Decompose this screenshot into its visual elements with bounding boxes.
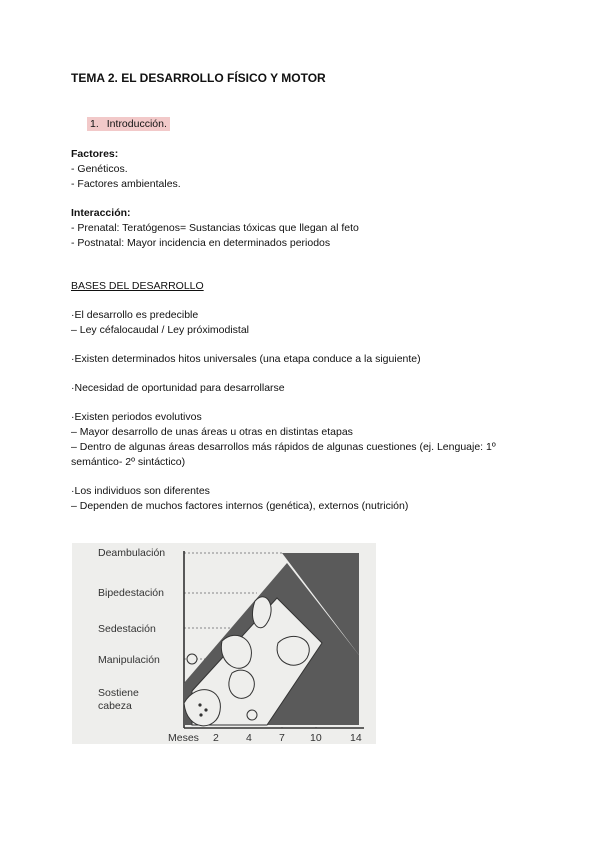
bases-line: ·El desarrollo es predecible bbox=[71, 309, 199, 321]
bases-line: – Dentro de algunas áreas desarrollos más rápidos de algunas cuestiones (ej. Lenguaje: 1º bbox=[71, 441, 496, 453]
bases-line: ·Existen periodos evolutivos bbox=[71, 411, 202, 423]
bases-heading: BASES DEL DESARROLLO bbox=[71, 280, 204, 292]
section-label: Introducción. bbox=[106, 118, 167, 130]
motor-development-figure bbox=[72, 543, 376, 744]
interaccion-item: - Prenatal: Teratógenos= Sustancias tóxicas que llegan al feto bbox=[71, 222, 359, 234]
y-label-bipedestacion: Bipedestación bbox=[98, 587, 164, 599]
bases-line: – Ley céfalocaudal / Ley próximodistal bbox=[71, 324, 250, 336]
x-tick: 10 bbox=[310, 732, 322, 744]
y-label-sostiene: Sostiene bbox=[98, 687, 139, 699]
motor-development-diagram bbox=[72, 543, 376, 744]
interaccion-heading: Interacción: bbox=[71, 207, 131, 219]
bases-line: semántico- 2º sintáctico) bbox=[71, 456, 186, 468]
bases-line: ·Necesidad de oportunidad para desarrollarse bbox=[71, 382, 285, 394]
y-label-deambulacion: Deambulación bbox=[98, 547, 166, 559]
interaccion-item: - Postnatal: Mayor incidencia en determinados periodos bbox=[71, 237, 331, 249]
bases-line: ·Existen determinados hitos universales (una etapa conduce a la siguiente) bbox=[71, 353, 421, 365]
x-tick: 2 bbox=[213, 732, 219, 744]
x-axis-title: Meses bbox=[168, 732, 199, 744]
section-heading-introduccion bbox=[87, 117, 170, 131]
bases-line: – Mayor desarrollo de unas áreas u otras en distintas etapas bbox=[71, 426, 353, 438]
bases-line: ·Los individuos son diferentes bbox=[71, 485, 210, 497]
factores-item: - Genéticos. bbox=[71, 163, 128, 175]
section-number: 1. bbox=[90, 118, 99, 130]
y-label-sedestacion: Sedestación bbox=[98, 623, 156, 635]
x-tick: 4 bbox=[246, 732, 252, 744]
factores-item: - Factores ambientales. bbox=[71, 178, 181, 190]
y-label-cabeza: cabeza bbox=[98, 700, 132, 712]
x-tick: 7 bbox=[279, 732, 285, 744]
factores-heading: Factores: bbox=[71, 148, 119, 160]
x-tick: 14 bbox=[350, 732, 362, 744]
bases-line: – Dependen de muchos factores internos (genética), externos (nutrición) bbox=[71, 500, 409, 512]
y-label-manipulacion: Manipulación bbox=[98, 654, 160, 666]
document-title: TEMA 2. EL DESARROLLO FÍSICO Y MOTOR bbox=[71, 71, 326, 85]
